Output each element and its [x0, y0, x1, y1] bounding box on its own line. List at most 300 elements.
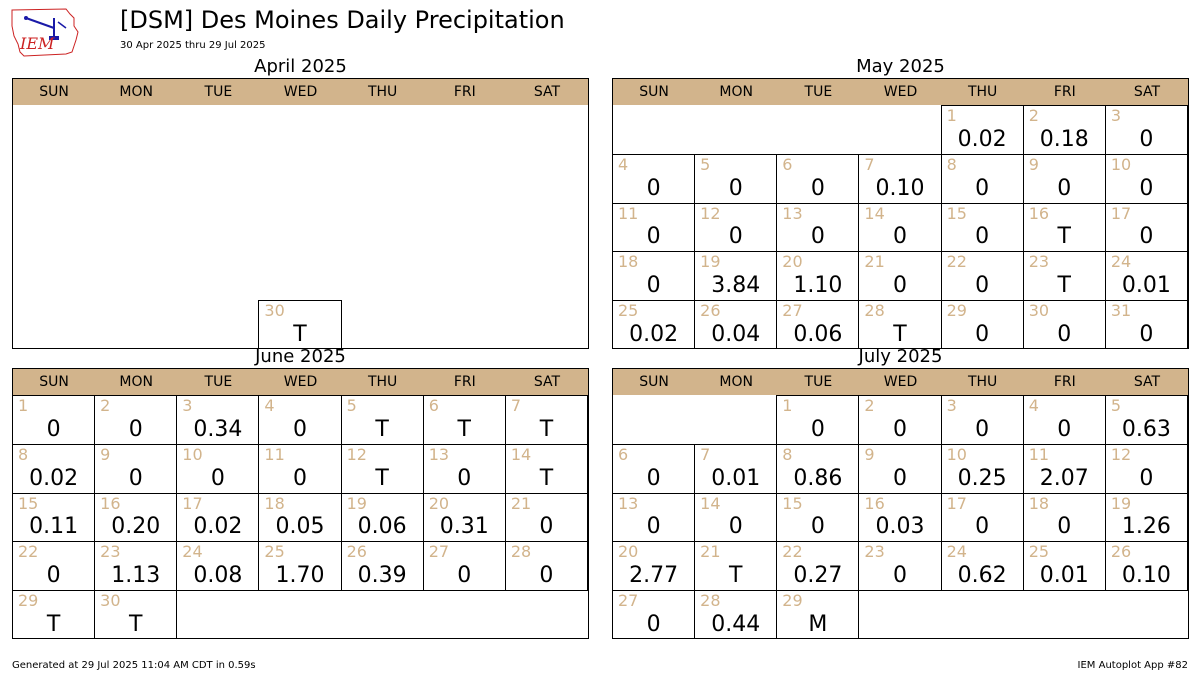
day-number: 9: [1028, 154, 1039, 174]
day-number: 24: [1110, 252, 1132, 272]
day-cell: [1105, 251, 1188, 301]
day-cell: [176, 395, 259, 445]
precip-value: T: [375, 416, 389, 442]
weekday-header: [13, 369, 588, 395]
precip-value: 0: [46, 563, 61, 589]
day-number: 30: [100, 591, 121, 611]
precip-value: 3.84: [711, 273, 761, 299]
day-number: 29: [782, 591, 803, 611]
precip-value: T: [1057, 273, 1071, 299]
day-cell: [1105, 203, 1188, 253]
precip-value: 0: [128, 416, 143, 442]
precip-value: 1.26: [1121, 514, 1171, 540]
precip-value: 0: [975, 224, 990, 250]
day-cell: [1023, 154, 1106, 204]
day-number: 22: [18, 542, 39, 562]
day-number: 8: [946, 154, 957, 174]
weekday-label: MON: [719, 374, 753, 390]
day-cell: [776, 541, 859, 591]
day-number: 11: [264, 444, 285, 464]
day-number: 15: [946, 203, 967, 223]
weekday-label: TUE: [204, 84, 233, 100]
weekday-label: TUE: [804, 84, 833, 100]
day-cell: [12, 444, 95, 494]
day-cell: [776, 395, 859, 445]
precip-value: T: [128, 611, 143, 637]
weekday-label: WED: [883, 374, 918, 390]
precip-value: 0.10: [875, 175, 925, 201]
day-cell: [858, 300, 941, 349]
day-number: 20: [782, 252, 803, 272]
day-cell: [1105, 395, 1188, 445]
precip-value: 0.05: [275, 514, 325, 540]
day-number: 2: [100, 396, 111, 415]
weekday-label: FRI: [453, 84, 476, 100]
day-cell: [1023, 395, 1106, 445]
day-cell: [858, 203, 941, 253]
precip-value: 0.10: [1121, 563, 1171, 589]
day-cell: [941, 203, 1024, 253]
day-cell: [176, 541, 259, 591]
day-cell: [694, 541, 777, 591]
weekday-label: MON: [119, 374, 153, 390]
day-number: 14: [700, 493, 721, 513]
day-cell: [1023, 251, 1106, 301]
day-number: 2: [1028, 106, 1039, 125]
day-cell: [423, 395, 506, 445]
day-number: 30: [264, 301, 285, 321]
weekday-label: THU: [367, 84, 398, 100]
month-calendar: [12, 368, 589, 639]
weekday-label: MON: [719, 84, 753, 100]
day-cell: [505, 541, 588, 591]
precip-value: 2.77: [629, 563, 679, 589]
day-number: 11: [1028, 444, 1050, 464]
day-cell: [694, 203, 777, 253]
precip-value: 0: [646, 224, 661, 250]
day-number: 18: [618, 252, 639, 272]
day-cell: [258, 395, 341, 445]
day-cell: [94, 590, 177, 639]
day-number: 27: [618, 591, 639, 611]
day-number: 12: [700, 203, 721, 223]
day-cell: [423, 493, 506, 543]
iem-logo: [8, 6, 82, 58]
day-cell: [258, 444, 341, 494]
day-cell: [776, 590, 859, 639]
weekday-label: TUE: [204, 374, 233, 390]
day-number: 26: [1110, 542, 1132, 562]
precip-value: 0.25: [957, 465, 1007, 491]
month-calendar: [612, 368, 1189, 639]
precip-value: 0: [975, 416, 990, 442]
day-cell: [776, 300, 859, 349]
precip-value: 1.13: [111, 563, 161, 589]
day-cell: [176, 493, 259, 543]
day-cell: [776, 493, 859, 543]
day-cell: [423, 541, 506, 591]
day-cell: [612, 203, 695, 253]
day-cell: [612, 493, 695, 543]
day-cell: [694, 444, 777, 494]
day-number: 23: [100, 542, 121, 562]
day-cell: [612, 590, 695, 639]
day-number: 6: [428, 396, 439, 415]
precip-value: 0: [457, 465, 472, 491]
day-number: 11: [618, 203, 639, 223]
day-cell: [12, 590, 95, 639]
precip-value: 0: [646, 465, 661, 491]
day-number: 1: [18, 396, 29, 415]
precip-value: 0: [810, 224, 825, 250]
day-number: 21: [864, 252, 885, 272]
day-cell: [1105, 300, 1188, 349]
precip-value: 0.63: [1121, 416, 1171, 442]
day-number: 25: [264, 542, 285, 562]
logo-text: IEM: [20, 34, 55, 53]
day-cell: [1105, 105, 1188, 155]
precip-value: 0: [539, 563, 554, 589]
day-number: 4: [264, 396, 275, 415]
day-cell: [694, 154, 777, 204]
precip-value: 0: [728, 224, 743, 250]
day-cell: [1105, 444, 1188, 494]
day-cell: [258, 300, 341, 349]
day-cell: [612, 154, 695, 204]
day-number: 13: [618, 493, 639, 513]
precip-value: 0.01: [711, 465, 761, 491]
precip-value: 1.10: [793, 273, 843, 299]
precip-value: T: [893, 321, 907, 347]
precip-value: 0: [292, 416, 307, 442]
precip-value: 0: [46, 416, 61, 442]
precip-value: 0: [975, 514, 990, 540]
day-number: 6: [618, 444, 629, 464]
day-cell: [94, 541, 177, 591]
weekday-label: TUE: [804, 374, 833, 390]
day-number: 31: [1110, 301, 1132, 321]
day-number: 1: [946, 106, 957, 125]
day-cell: [612, 300, 695, 349]
precip-value: 0: [1139, 175, 1154, 201]
day-cell: [1023, 300, 1106, 349]
precip-value: 0: [892, 224, 907, 250]
precip-value: 0: [1139, 224, 1154, 250]
day-cell: [1023, 444, 1106, 494]
day-cell: [176, 444, 259, 494]
day-cell: [94, 493, 177, 543]
day-number: 16: [864, 493, 885, 513]
day-cell: [858, 493, 941, 543]
precip-value: 0.02: [29, 465, 79, 491]
precip-value: 0.01: [1039, 563, 1089, 589]
precip-value: 0: [128, 465, 143, 491]
precip-value: 0: [728, 514, 743, 540]
precip-value: T: [728, 563, 743, 589]
precip-value: 0: [539, 514, 554, 540]
precip-value: 0: [1139, 126, 1154, 152]
day-cell: [94, 444, 177, 494]
day-cell: [12, 493, 95, 543]
precip-value: 0.01: [1121, 273, 1171, 299]
precip-value: 0: [646, 514, 661, 540]
day-cell: [941, 493, 1024, 543]
day-number: 28: [510, 542, 532, 562]
precip-value: 0.34: [193, 416, 243, 442]
day-cell: [12, 541, 95, 591]
day-number: 5: [700, 154, 711, 174]
day-cell: [858, 395, 941, 445]
day-number: 25: [1028, 542, 1050, 562]
precip-value: 0: [728, 175, 743, 201]
precip-value: M: [808, 611, 828, 637]
day-cell: [941, 395, 1024, 445]
day-number: 23: [864, 542, 885, 562]
precip-value: 0.31: [439, 514, 489, 540]
day-cell: [776, 444, 859, 494]
day-number: 27: [428, 542, 450, 562]
day-cell: [612, 541, 695, 591]
precip-value: 0.18: [1039, 126, 1089, 152]
day-cell: [505, 395, 588, 445]
day-cell: [941, 105, 1024, 155]
page-title: [DSM] Des Moines Daily Precipitation: [120, 6, 565, 34]
day-cell: [612, 251, 695, 301]
day-number: 8: [782, 444, 793, 464]
precip-value: 0.03: [875, 514, 925, 540]
precip-value: 0: [892, 273, 907, 299]
precip-value: 0: [810, 514, 825, 540]
precip-value: 0.06: [357, 514, 407, 540]
app-label: IEM Autoplot App #82: [1077, 660, 1188, 671]
day-number: 13: [428, 444, 450, 464]
precip-value: 0: [975, 175, 990, 201]
day-number: 22: [782, 542, 803, 562]
day-number: 6: [782, 154, 793, 174]
day-number: 7: [700, 444, 711, 464]
weekday-header: [613, 369, 1188, 395]
precip-value: 0.62: [957, 563, 1007, 589]
day-number: 19: [1110, 493, 1132, 513]
month-calendar: [612, 78, 1189, 349]
day-cell: [258, 541, 341, 591]
day-number: 21: [510, 493, 532, 513]
day-number: 19: [346, 493, 367, 513]
day-number: 26: [700, 301, 721, 321]
day-cell: [423, 444, 506, 494]
day-cell: [941, 154, 1024, 204]
day-number: 19: [700, 252, 721, 272]
precip-value: T: [293, 321, 307, 347]
weekday-label: FRI: [453, 374, 476, 390]
weekday-label: WED: [283, 84, 318, 100]
month-calendar: [12, 78, 589, 349]
precip-value: 0.06: [793, 321, 843, 347]
day-cell: [941, 300, 1024, 349]
precip-value: T: [539, 416, 554, 442]
generated-timestamp: Generated at 29 Jul 2025 11:04 AM CDT in 0.59s: [12, 660, 256, 671]
weekday-label: WED: [883, 84, 918, 100]
precip-value: T: [457, 416, 471, 442]
precip-value: 0: [975, 273, 990, 299]
precip-value: 0: [892, 465, 907, 491]
weekday-label: SAT: [533, 374, 561, 390]
day-cell: [694, 590, 777, 639]
precip-value: 0: [210, 465, 225, 491]
day-number: 15: [782, 493, 803, 513]
day-number: 10: [946, 444, 967, 464]
day-number: 5: [1110, 396, 1122, 415]
weekday-label: SUN: [39, 84, 69, 100]
day-cell: [776, 251, 859, 301]
weekday-label: FRI: [1053, 374, 1076, 390]
day-cell: [1023, 105, 1106, 155]
day-cell: [941, 251, 1024, 301]
day-cell: [1105, 541, 1188, 591]
day-cell: [776, 203, 859, 253]
date-range: 30 Apr 2025 thru 29 Jul 2025: [120, 40, 266, 51]
precip-value: 0: [975, 321, 990, 347]
day-number: 1: [782, 396, 793, 415]
day-number: 29: [18, 591, 39, 611]
precip-value: 0: [1057, 416, 1072, 442]
day-cell: [858, 251, 941, 301]
day-number: 14: [510, 444, 532, 464]
precip-value: 0: [1057, 175, 1072, 201]
precip-value: 0: [646, 175, 661, 201]
precip-value: T: [46, 611, 61, 637]
weekday-label: SUN: [639, 374, 669, 390]
day-cell: [94, 395, 177, 445]
day-number: 21: [700, 542, 721, 562]
precip-value: T: [375, 465, 389, 491]
day-number: 26: [346, 542, 367, 562]
precip-value: 2.07: [1039, 465, 1089, 491]
day-cell: [505, 493, 588, 543]
precip-value: 0: [892, 563, 907, 589]
day-cell: [858, 541, 941, 591]
precip-value: 0.02: [957, 126, 1007, 152]
precip-value: 0.27: [793, 563, 843, 589]
day-number: 10: [182, 444, 203, 464]
weekday-label: SUN: [39, 374, 69, 390]
day-number: 7: [864, 154, 875, 174]
precip-value: 0: [1057, 514, 1072, 540]
weekday-label: SUN: [639, 84, 669, 100]
weekday-label: THU: [967, 374, 998, 390]
day-number: 18: [1028, 493, 1050, 513]
day-cell: [858, 444, 941, 494]
day-number: 28: [700, 591, 721, 611]
weekday-label: FRI: [1053, 84, 1076, 100]
day-cell: [1023, 541, 1106, 591]
precip-value: 0.86: [793, 465, 843, 491]
day-number: 14: [864, 203, 885, 223]
weekday-label: SAT: [1133, 84, 1161, 100]
day-number: 24: [182, 542, 203, 562]
day-number: 17: [182, 493, 203, 513]
weekday-header: [13, 79, 588, 105]
day-number: 4: [618, 154, 629, 174]
month-title: May 2025: [856, 56, 945, 77]
day-cell: [694, 493, 777, 543]
day-number: 28: [864, 301, 885, 321]
day-cell: [341, 541, 424, 591]
day-cell: [1105, 154, 1188, 204]
weekday-header: [613, 79, 1188, 105]
precip-value: 0.08: [193, 563, 243, 589]
precip-value: 0.04: [711, 321, 761, 347]
precip-value: 0: [646, 273, 661, 299]
day-number: 17: [946, 493, 967, 513]
day-number: 30: [1028, 301, 1050, 321]
day-number: 17: [1110, 203, 1132, 223]
day-cell: [858, 154, 941, 204]
day-number: 9: [864, 444, 875, 464]
day-number: 8: [18, 444, 29, 464]
precip-value: 0: [892, 416, 907, 442]
day-cell: [694, 300, 777, 349]
day-number: 12: [346, 444, 367, 464]
day-number: 15: [18, 493, 39, 513]
day-cell: [776, 154, 859, 204]
day-cell: [694, 251, 777, 301]
precip-value: 1.70: [275, 563, 325, 589]
day-number: 20: [428, 493, 450, 513]
day-number: 7: [510, 396, 522, 415]
day-number: 27: [782, 301, 803, 321]
day-number: 10: [1110, 154, 1132, 174]
precip-value: 0.02: [629, 321, 679, 347]
day-number: 16: [1028, 203, 1050, 223]
day-number: 20: [618, 542, 639, 562]
weekday-label: SAT: [1133, 374, 1161, 390]
day-number: 29: [946, 301, 967, 321]
day-number: 18: [264, 493, 285, 513]
month-title: June 2025: [255, 346, 346, 367]
day-number: 5: [346, 396, 357, 415]
day-number: 12: [1110, 444, 1132, 464]
precip-value: 0: [646, 611, 661, 637]
day-number: 3: [182, 396, 193, 415]
precip-value: T: [1057, 224, 1071, 250]
day-number: 3: [946, 396, 957, 415]
day-cell: [941, 541, 1024, 591]
weekday-label: SAT: [533, 84, 561, 100]
day-number: 2: [864, 396, 875, 415]
day-number: 25: [618, 301, 639, 321]
weekday-label: THU: [367, 374, 398, 390]
precip-value: 0: [292, 465, 307, 491]
precip-value: 0: [810, 175, 825, 201]
day-cell: [341, 444, 424, 494]
day-number: 3: [1110, 106, 1122, 125]
weekday-label: WED: [283, 374, 318, 390]
day-cell: [1023, 493, 1106, 543]
day-number: 16: [100, 493, 121, 513]
precip-value: 0.39: [357, 563, 407, 589]
day-cell: [612, 444, 695, 494]
day-cell: [341, 493, 424, 543]
precip-value: 0: [1139, 465, 1154, 491]
precip-value: 0: [1057, 321, 1072, 347]
day-cell: [1023, 203, 1106, 253]
precip-value: 0: [457, 563, 472, 589]
day-cell: [505, 444, 588, 494]
weekday-label: MON: [119, 84, 153, 100]
day-cell: [1105, 493, 1188, 543]
precip-value: T: [539, 465, 554, 491]
